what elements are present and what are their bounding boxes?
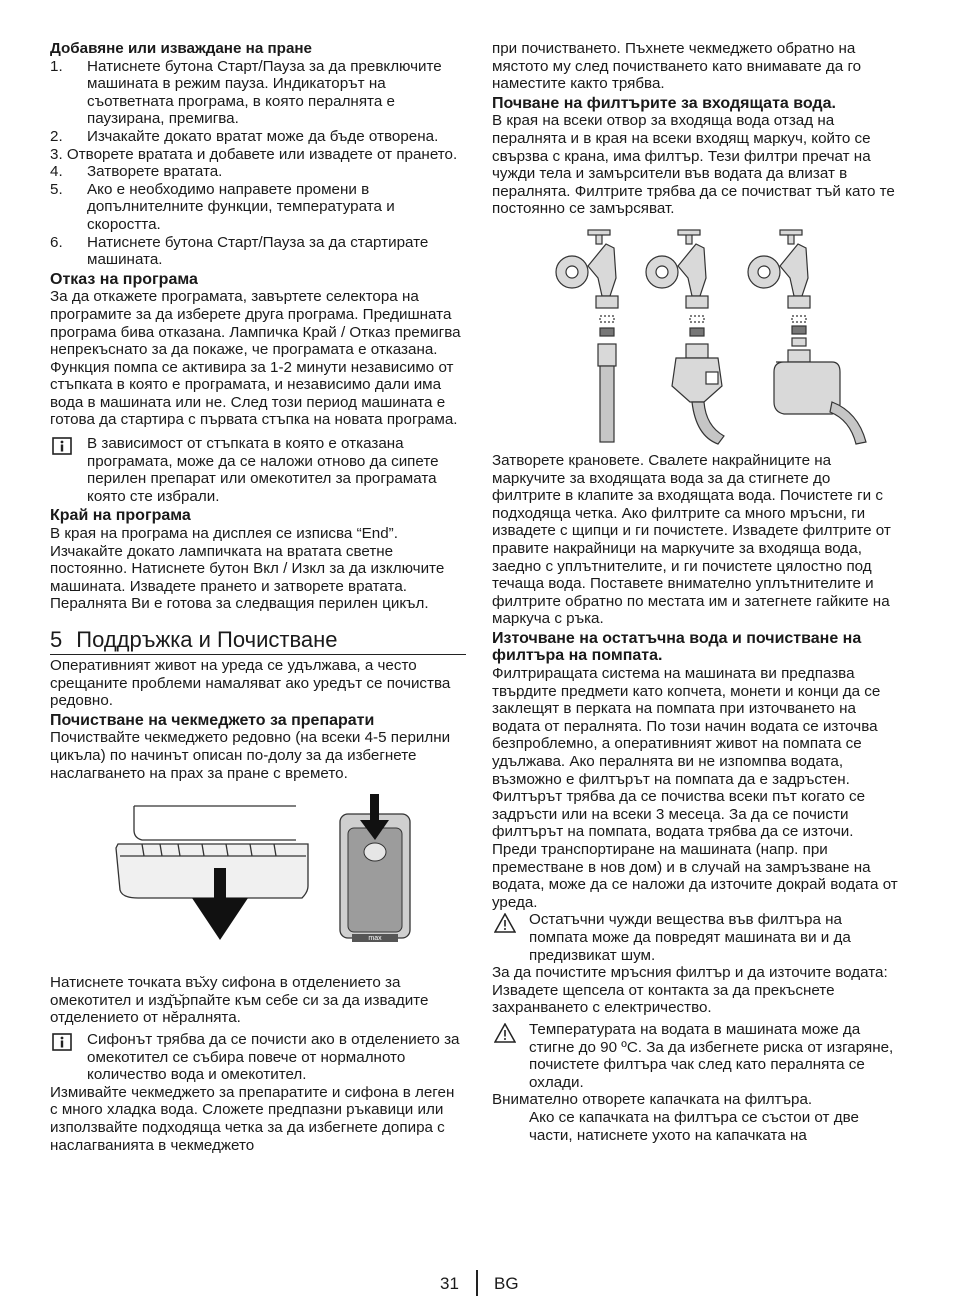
heading-drawer-cleaning: Почистване на чекмеджето за препарати <box>50 711 375 729</box>
pump-warning-1: Остатъчни чужди вещества във филтъра на помпата може да повредят машината ви и да предизвикат шум. <box>492 911 902 964</box>
heading-cancel-program: Отказ на програма <box>50 270 198 288</box>
info-icon <box>52 1033 72 1056</box>
pump-paragraph-2: За да почистите мръсния филтър и да източите водата: <box>492 964 888 982</box>
warning-icon <box>494 1023 516 1048</box>
cancel-paragraph-1: За да откажете програмата, завъртете селектора на програмите за да изберете друга програма. Предишната програма бива отказана. Лампичка Край / Отказ премигва непрекъснато за да покаже, че програмата е отказана. <box>50 288 461 359</box>
drawer-caption: Натиснете точката въ̆ху сифона в отделението за омекотител и изд̆ъ̆рпайте към себе си за да извадите отделението от нӗралнята. <box>50 974 429 1027</box>
faucet-1 <box>556 230 618 442</box>
pump-paragraph-3: Извадете щепсела от контакта за да прекъснете захранването с електричество. <box>492 981 835 1017</box>
drawer-paragraph: Почиствайте чекмеджето редовно (на всеки 4-5 перилни цикъла) по начинът описан по-долу за да избегнете наслагването на прах за пране с времето. <box>50 729 451 782</box>
heading-inlet-filters: Почване на филтърите за входящата вода. <box>492 94 836 112</box>
drawer-continuation: при почистването. Пъхнете чекмеджето обратно на мястото му след почистването като внимавате да го наместите както трябва. <box>492 40 862 93</box>
heading-pump-filter: Източване на остатъчна вода и почистване на филтъра на помпата. <box>492 629 862 665</box>
step-item: 1. Натиснете бутона Старт/Пауза за да превключите машината в режим пауза. Индикаторът на съответната програма, в която пералнята е паузирана, премигва. <box>50 57 442 128</box>
cancel-info-note: В зависимост от стъпката в която е отказана програмата, може да се наложи отново да сипете перилен препарат или омекотител за програмата която сте избрали. <box>50 435 466 505</box>
add-remove-steps <box>50 58 466 269</box>
siphon-drawing <box>340 794 410 942</box>
drawer-removal-illustration <box>50 794 466 972</box>
section-heading: 5 Поддръжка и Почистване <box>50 627 466 655</box>
language-code: BG <box>494 1274 519 1293</box>
warning-icon <box>494 913 516 938</box>
heading-end-program: Край на програма <box>50 507 191 525</box>
siphon-info-note: Сифонът трябва да се почисти ако в отделението за омекотител се събира повече от нормалното количество вода и омекотител. <box>50 1031 466 1084</box>
step-item: 5. Ако е необходимо направете промени в допълнителните функции, температурата и скоростта. <box>50 180 395 233</box>
step-item: 2. Изчакайте докато вратат може да бъде отворена. <box>50 127 439 145</box>
footer-divider <box>476 1270 478 1296</box>
cancel-paragraph-2: Функция помпа се активира за 1-2 минути независимо от стъпката в която е програмата, и независимо дали има вода в машината или не. След този период машината е готова да стартира с първата стъпка на новата програма. <box>50 358 458 429</box>
step-item: 6. Натиснете бутона Старт/Пауза за да стартирате машината. <box>50 233 429 269</box>
filters-paragraph: В края на всеки отвор за входяща вода отзад на пералнята и в края на всеки входящ маркуч, който се свързва с крана, има филтър. Тези филтри пречат на чужди тела и замърсители във водата да влизат в пералнята. Филтрите трябва да се почистват тъй като те постоянно се замърсяват. <box>492 112 895 218</box>
info-icon <box>52 437 72 460</box>
inlet-filters-illustration <box>492 226 902 448</box>
pump-paragraph-4: Внимателно отворете капачката на филтъра. <box>492 1091 813 1109</box>
filters-after-paragraph: Затворете крановете. Свалете накрайниците на маркучите за входящата вода за да стигнете до филтрите в клапите за входящата вода. Почистете ги с подходяща четка. Ако филтрите са много мръсни, ги извадете с щипци и ги почистете. Извадете филтрите от правите накрайници на маркучите за входяща вода, заедно с уплътнителите, и ги почистете цялостно под течаща вода. Поставете внимателно уплътнителите и филтрите обратно по местата им и затегнете гайките на маркуча с ръка. <box>492 451 891 628</box>
pump-warning-2: Температурата на водата в машината може да стигне до 90 ºC. За да избегнете риска от изгаряне, почистете филтъра чак след като пералнята се охлади. <box>492 1021 902 1091</box>
pump-paragraph-5: Ако се капачката на филтъра се състои от две части, натиснете ухото на капачката на <box>529 1108 859 1144</box>
pump-paragraph: Филтриращата система на машината ви предпазва твърдите предмети като копчета, монети и конци да се заклещят в перката на помпата при източването на водата от пералнята. По този начин водата се източва безпроблемно, а оперативният живот на помпата се удължава. Ако пералнята ви не изпомпва водата, възможно е филтърът на помпата да е задръстен. Филтърът трябва да се почиства всеки път когато се задръсти или на всеки 3 месеца. За да се почисти филтърът на помпата, водата трябва да се източи. Преди транспортиране на машината (напр. при преместване в нов дом) и в случай на замръзване на водата, може да се наложи да източите докрай водата от уреда. <box>492 665 898 911</box>
step-item: 4. Затворете вратата. <box>50 163 223 181</box>
page-footer <box>0 1270 954 1300</box>
max-label: max <box>368 935 382 943</box>
step-item: 3. Отворете вратата и добавете или извадете от прането. <box>50 145 458 163</box>
left-column <box>50 40 466 1154</box>
page-number: 31 <box>440 1274 459 1293</box>
heading-add-remove-laundry: Добавяне или изваждане на пране <box>50 40 313 57</box>
section-intro: Оперативният живот на уреда се удължава, а често срещаните проблеми намаляват ако уредът се почиства редовно. <box>50 657 451 710</box>
drawer-drawing <box>116 806 308 898</box>
end-paragraph: В края на програма на дисплея се изписва “End”. Изчакайте докато лампичката на вратата светне постоянно. Натиснете бутон Вкл / Изкл за да изключите машината. Извадете прането и затворете вратата. Пералнята Ви е готова за следващия перилен цикъл. <box>50 525 445 613</box>
faucet-2 <box>646 230 724 444</box>
drawer-after-paragraph: Измивайте чекмеджето за препаратите и сифона в леген с много хладка вода. Сложете предпазни ръкавици или използвайте подходяща четка за да избегнете допира с наслагванията в чекмеджето <box>50 1083 455 1154</box>
faucet-3 <box>748 230 866 444</box>
right-column <box>492 40 902 1144</box>
